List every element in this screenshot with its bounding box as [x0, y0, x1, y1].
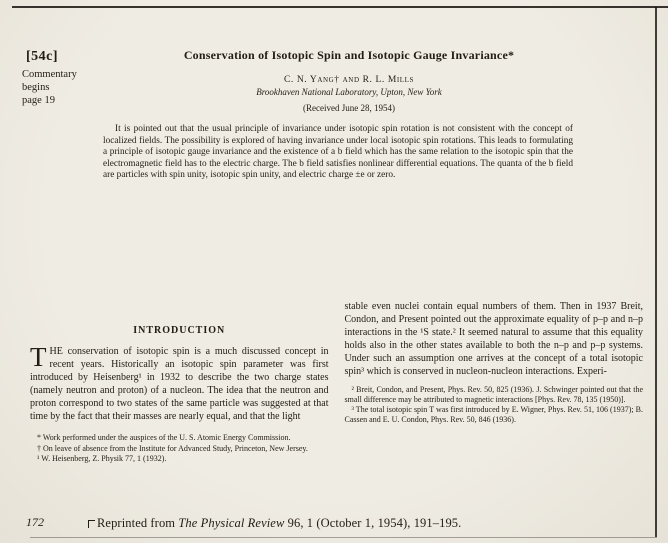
introduction-paragraph-left	[30, 342, 329, 423]
footnote-leave-of-absence: † On leave of absence from the Institute for Advanced Study, Princeton, New Jersey.	[37, 443, 308, 453]
page-edge-bottom	[30, 537, 657, 538]
footnote-heisenberg-ref: ¹ W. Heisenberg, Z. Physik 77, 1 (1932).	[37, 454, 167, 464]
section-heading-introduction: INTRODUCTION	[133, 325, 226, 336]
reprint-prefix: Reprinted from	[97, 516, 179, 530]
page-edge-right	[655, 7, 657, 537]
margin-note-line-3: page 19	[22, 95, 55, 106]
corner-bracket-mark	[88, 520, 95, 528]
received-date-line: (Received June 28, 1954)	[303, 103, 395, 113]
right-column-footnotes	[345, 385, 644, 424]
reprint-citation-line	[88, 516, 461, 531]
authors-line: C. N. Yang† and R. L. Mills	[283, 75, 415, 85]
margin-note-line-1: Commentary	[22, 69, 77, 80]
margin-commentary-note	[22, 68, 77, 107]
left-column-footnotes	[30, 433, 329, 464]
margin-note-line-2: begins	[22, 82, 50, 93]
page-edge-top	[12, 6, 668, 8]
abstract-paragraph: It is pointed out that the usual principle of invariance under isotopic spin rotation is not consistent with the concept of localized fields. The possibility is explored of having invariance under local isotopic spin rotations. This leads to formulating a principle of isotopic gauge invariance and the existence of a b field which has the same relation to the isotopic spin that the electromagnetic field has to the electric charge. The b field satisfies nonlinear differential equations. The quanta of the b field are particles with spin unity, isotopic spin unity, and electric charge ±e or zero.	[103, 124, 573, 181]
reprint-journal-name: The Physical Review	[178, 516, 285, 530]
left-column	[30, 300, 329, 465]
paper-number-label: [54c]	[26, 49, 59, 64]
footnote-wigner-cassen-condon-ref: ³ The total isotopic spin T was first introduced by E. Wigner, Phys. Rev. 51, 106 (1937); B. Cassen and E. U. Condon, Phys. Rev. 50, 846 (1936).	[344, 405, 643, 424]
introduction-paragraph-left-text: HE conservation of isotopic spin is a much discussed concept in recent years. Historically an isotopic spin parameter was first introduced by Heisenberg¹ in 1932 to describe the two charge states (namely neutron and proton) of a nucleon. The idea that the neutron and proton correspond to two states of the same particle was suggested at that time by the fact that their masses are nearly equal, and that the light	[30, 346, 329, 422]
paper-title: Conservation of Isotopic Spin and Isotopic Gauge Invariance*	[183, 48, 515, 62]
introduction-paragraph-right: stable even nuclei contain equal numbers of them. Then in 1937 Breit, Condon, and Present pointed out the approximate equality of p–p and n–p interactions in the ¹S state.² It seemed natural to assume that this equality holds also in the other states available to both the n–p and p–p systems. Under such an assumption one arrives at the concept of a total isotopic spin³ which is conserved in nucleon-nucleon interactions. Experi-	[344, 301, 643, 377]
footnote-breit-condon-present-ref: ² Breit, Condon, and Present, Phys. Rev. 50, 825 (1936). J. Schwinger pointed out that the small difference may be attributed to magnetic interactions [Phys. Rev. 78, 135 (1950)].	[344, 385, 643, 404]
right-column	[345, 300, 644, 465]
book-page-number: 172	[26, 515, 44, 529]
reprint-volume-info: 96, 1 (October 1, 1954), 191–195.	[284, 516, 462, 530]
two-column-body	[30, 300, 643, 465]
footnote-work-auspices: * Work performed under the auspices of the U. S. Atomic Energy Commission.	[37, 433, 291, 442]
affiliation-line: Brookhaven National Laboratory, Upton, New York	[256, 87, 442, 97]
dropcap-letter: T	[30, 342, 47, 372]
paper-header	[80, 48, 618, 113]
